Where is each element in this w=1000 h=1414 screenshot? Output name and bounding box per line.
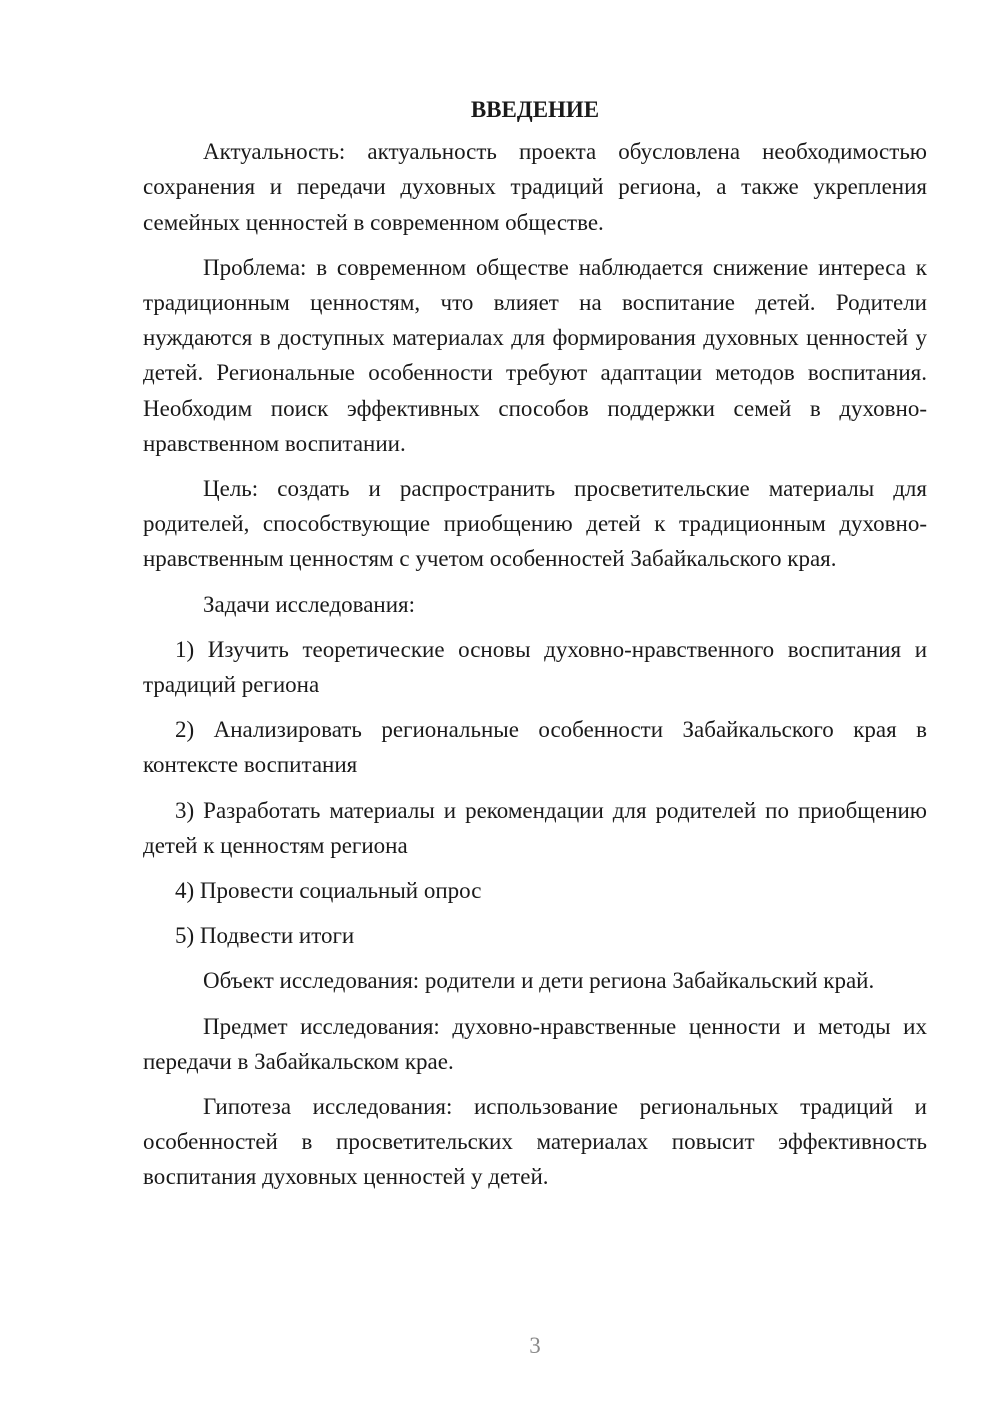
object-paragraph: Объект исследования: родители и дети региона Забайкальский край. xyxy=(203,968,875,994)
tasks-heading: Задачи исследования: xyxy=(203,591,416,617)
problem-paragraph: Проблема: в современном обществе наблюдается снижение интереса к традиционным ценностям, что влияет на воспитание детей. Родители нуждаются в доступных материалах для формирования духовных ценностей у детей. Региональные особенности требуют адаптации методов воспитания. Необходим поиск эффективных способов поддержки семей в духовно-нравственном воспитании. xyxy=(143,254,927,456)
relevance-paragraph: Актуальность: актуальность проекта обусловлена необходимостью сохранения и передачи духовных традиций региона, а также укрепления семейных ценностей в современном обществе. xyxy=(143,139,927,235)
document-page xyxy=(143,92,927,1205)
hypothesis-paragraph: Гипотеза исследования: использование региональных традиций и особенностей в просветительских материалах повысит эффективность воспитания духовных ценностей у детей. xyxy=(143,1094,927,1190)
task-item-2: 2) Анализировать региональные особенности Забайкальского края в контексте воспитания xyxy=(143,717,927,778)
task-item-3: 3) Разработать материалы и рекомендации для родителей по приобщению детей к ценностям региона xyxy=(143,797,927,858)
task-item-5: 5) Подвести итоги xyxy=(175,923,355,949)
page-number: 3 xyxy=(529,1333,541,1358)
subject-paragraph: Предмет исследования: духовно-нравственные ценности и методы их передачи в Забайкальском крае. xyxy=(143,1013,927,1074)
page-title: ВВЕДЕНИЕ xyxy=(470,97,600,122)
goal-paragraph: Цель: создать и распространить просветительские материалы для родителей, способствующие приобщению детей к традиционным духовно-нравственным ценностям с учетом особенностей Забайкальского края. xyxy=(143,476,927,572)
task-item-4: 4) Провести социальный опрос xyxy=(175,878,482,904)
task-item-1: 1) Изучить теоретические основы духовно-нравственного воспитания и традиций региона xyxy=(143,636,927,698)
